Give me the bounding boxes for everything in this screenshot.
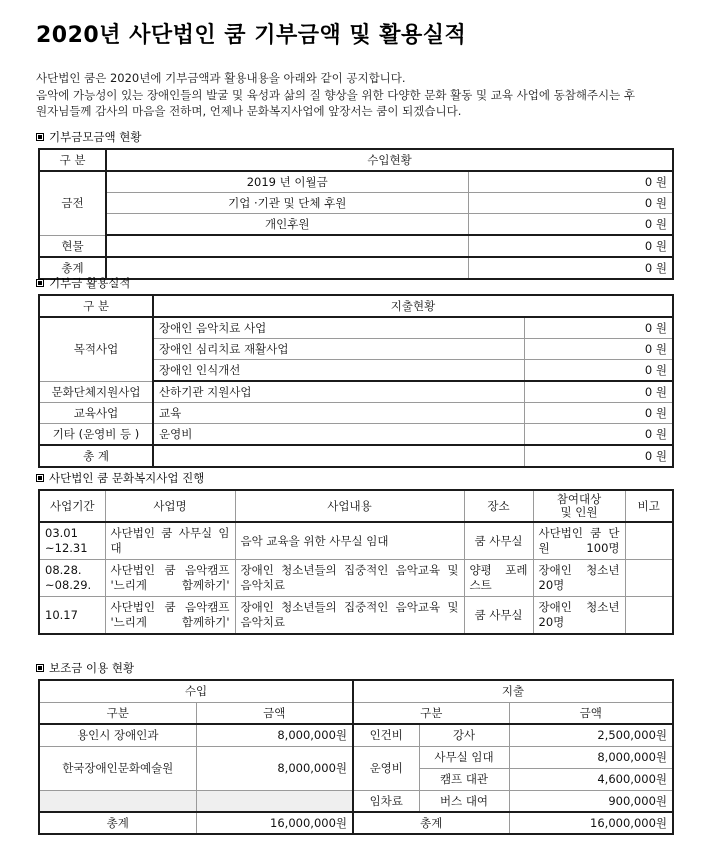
section-bullet-icon (36, 474, 44, 482)
subsidy-income-amount: 8,000,000원 (196, 724, 353, 746)
subsidy-expense-amount: 2,500,000원 (509, 724, 673, 746)
project-name: 사단법인 쿰 사무실 임대 (105, 522, 235, 560)
table-row (39, 597, 673, 635)
projects-header-note: 비고 (625, 490, 673, 522)
subsidy-table (38, 679, 674, 835)
section-bullet-icon (36, 664, 44, 672)
projects-header-period: 사업기간 (39, 490, 105, 522)
usage-amount: 0 원 (524, 360, 673, 382)
table-header-row (39, 702, 673, 724)
project-period-line1: 03.01 (45, 526, 78, 540)
donation-item (106, 235, 468, 257)
subsidy-income-total-label: 총계 (39, 812, 196, 834)
subsidy-header-income: 수입 (39, 680, 353, 702)
usage-group-etc: 기타 (운영비 등 ) (39, 424, 153, 446)
donation-group-cash: 금전 (39, 171, 106, 235)
table-row (39, 257, 673, 279)
intro-line-2: 음악에 가능성이 있는 장애인들의 발굴 및 육성과 삶의 질 향상을 위한 다양한 문화 활동 및 교육 사업에 동참해주시는 후 (36, 87, 636, 102)
usage-amount: 0 원 (524, 445, 673, 467)
usage-header-category: 구 분 (39, 295, 153, 317)
project-period-line2: ~12.31 (45, 541, 88, 555)
project-place: 쿰 사무실 (464, 597, 533, 635)
subsidy-expense-total-label: 총계 (353, 812, 509, 834)
subsidy-header-income-amount: 금액 (196, 702, 353, 724)
table-row (39, 317, 673, 339)
subsidy-expense-item: 사무실 임대 (419, 746, 509, 768)
project-note (625, 522, 673, 560)
table-row (39, 724, 673, 746)
projects-table (38, 489, 674, 635)
usage-header-status: 지출현황 (153, 295, 673, 317)
projects-header-target-line1: 참여대상 (556, 492, 602, 506)
table-row (39, 381, 673, 403)
project-content: 장애인 청소년들의 집중적인 음악교육 및 음악치료 (235, 560, 464, 597)
table-row (39, 295, 673, 317)
donation-amount: 0 원 (468, 235, 673, 257)
subsidy-expense-group: 임차료 (353, 790, 419, 812)
subsidy-expense-group: 인건비 (353, 724, 419, 746)
table-row (39, 403, 673, 424)
donation-header-category: 구 분 (39, 149, 106, 171)
donation-item: 2019 년 이월금 (106, 171, 468, 193)
usage-amount: 0 원 (524, 424, 673, 446)
table-row (39, 149, 673, 171)
usage-group-total: 총 계 (39, 445, 153, 467)
usage-item: 운영비 (153, 424, 524, 446)
project-place: 양평 포레스트 (464, 560, 533, 597)
table-row (39, 522, 673, 560)
subsidy-expense-amount: 4,600,000원 (509, 768, 673, 790)
subsidy-income-category: 용인시 장애인과 (39, 724, 196, 746)
project-name: 사단법인 쿰 음악캠프 '느리게 함께하기' (105, 597, 235, 635)
usage-item: 장애인 음악치료 사업 (153, 317, 524, 339)
donation-amount: 0 원 (468, 257, 673, 279)
project-note (625, 560, 673, 597)
projects-header-place: 장소 (464, 490, 533, 522)
section-heading-subsidy-label: 보조금 이용 현황 (49, 661, 135, 675)
table-header-row (39, 490, 673, 522)
table-row (39, 214, 673, 236)
section-heading-usage (36, 275, 130, 291)
project-period (39, 522, 105, 560)
section-bullet-icon (36, 133, 44, 141)
subsidy-expense-total-amount: 16,000,000원 (509, 812, 673, 834)
table-row (39, 790, 673, 812)
projects-header-name: 사업명 (105, 490, 235, 522)
table-row (39, 445, 673, 467)
section-heading-subsidy (36, 660, 134, 676)
donation-item: 개인후원 (106, 214, 468, 236)
project-period-line2: ~08.29. (45, 578, 92, 592)
usage-group-purpose: 목적사업 (39, 317, 153, 381)
usage-item: 교육 (153, 403, 524, 424)
project-period-line1: 10.17 (45, 607, 78, 622)
project-target: 사단법인 쿰 단원 100명 (533, 522, 625, 560)
subsidy-income-total-amount: 16,000,000원 (196, 812, 353, 834)
usage-item: 장애인 심리치료 재활사업 (153, 339, 524, 360)
project-name: 사단법인 쿰 음악캠프 '느리게 함께하기' (105, 560, 235, 597)
subsidy-income-amount: 8,000,000원 (196, 746, 353, 790)
project-place: 쿰 사무실 (464, 522, 533, 560)
subsidy-income-category: 한국장애인문화예술원 (39, 746, 196, 790)
donation-item (106, 257, 468, 279)
table-row (39, 424, 673, 446)
project-period (39, 597, 105, 635)
subsidy-header-income-category: 구분 (39, 702, 196, 724)
section-heading-projects-label: 사단법인 쿰 문화복지사업 진행 (49, 471, 205, 485)
subsidy-expense-item: 강사 (419, 724, 509, 746)
donation-amount: 0 원 (468, 171, 673, 193)
table-row (39, 235, 673, 257)
donation-amount: 0 원 (468, 193, 673, 214)
section-heading-donation (36, 129, 142, 145)
section-bullet-icon (36, 279, 44, 287)
usage-item (153, 445, 524, 467)
usage-amount: 0 원 (524, 339, 673, 360)
donation-amount: 0 원 (468, 214, 673, 236)
project-target: 장애인 청소년 20명 (533, 560, 625, 597)
usage-amount: 0 원 (524, 403, 673, 424)
subsidy-income-empty-amount (196, 790, 353, 812)
subsidy-expense-group: 운영비 (353, 746, 419, 790)
projects-header-target (533, 490, 625, 522)
usage-amount: 0 원 (524, 381, 673, 403)
usage-item: 산하기관 지원사업 (153, 381, 524, 403)
table-row (39, 193, 673, 214)
project-content: 음악 교육을 위한 사무실 임대 (235, 522, 464, 560)
project-period (39, 560, 105, 597)
donation-item: 기업 ·기관 및 단체 후원 (106, 193, 468, 214)
usage-group-education: 교육사업 (39, 403, 153, 424)
usage-group-culture: 문화단체지원사업 (39, 381, 153, 403)
subsidy-income-empty (39, 790, 196, 812)
subsidy-expense-item: 캠프 대관 (419, 768, 509, 790)
table-row (39, 560, 673, 597)
section-heading-donation-label: 기부금모금액 현황 (49, 130, 142, 144)
subsidy-header-expense-category: 구분 (353, 702, 509, 724)
project-target: 장애인 청소년 20명 (533, 597, 625, 635)
subsidy-expense-amount: 8,000,000원 (509, 746, 673, 768)
donation-group-total: 총계 (39, 257, 106, 279)
intro-paragraph (36, 70, 672, 120)
project-note (625, 597, 673, 635)
subsidy-expense-item: 버스 대여 (419, 790, 509, 812)
project-content: 장애인 청소년들의 집중적인 음악교육 및 음악치료 (235, 597, 464, 635)
table-row (39, 746, 673, 768)
subsidy-expense-amount: 900,000원 (509, 790, 673, 812)
table-row (39, 171, 673, 193)
table-total-row (39, 812, 673, 834)
projects-header-target-line2: 및 인원 (560, 505, 598, 519)
table-header-row (39, 680, 673, 702)
subsidy-header-expense-amount: 금액 (509, 702, 673, 724)
page-title: 2020년 사단법인 쿰 기부금액 및 활용실적 (36, 23, 467, 48)
subsidy-header-expense: 지출 (353, 680, 673, 702)
section-heading-projects (36, 470, 204, 486)
section-heading-usage-label: 기부금 활용실적 (49, 276, 131, 290)
donation-header-status: 수입현황 (106, 149, 673, 171)
donation-table (38, 148, 674, 280)
usage-table (38, 294, 674, 468)
usage-item: 장애인 인식개선 (153, 360, 524, 382)
usage-amount: 0 원 (524, 317, 673, 339)
intro-line-1: 사단법인 쿰은 2020년에 기부금액과 활용내용을 아래와 같이 공지합니다. (36, 71, 406, 85)
projects-header-content: 사업내용 (235, 490, 464, 522)
project-period-line1: 08.28. (45, 563, 82, 577)
intro-line-3: 원자님들께 감사의 마음을 전하며, 언제나 문화복지사업에 앞장서는 쿰이 되겠습니다. (36, 104, 462, 118)
donation-group-inkind: 현물 (39, 235, 106, 257)
